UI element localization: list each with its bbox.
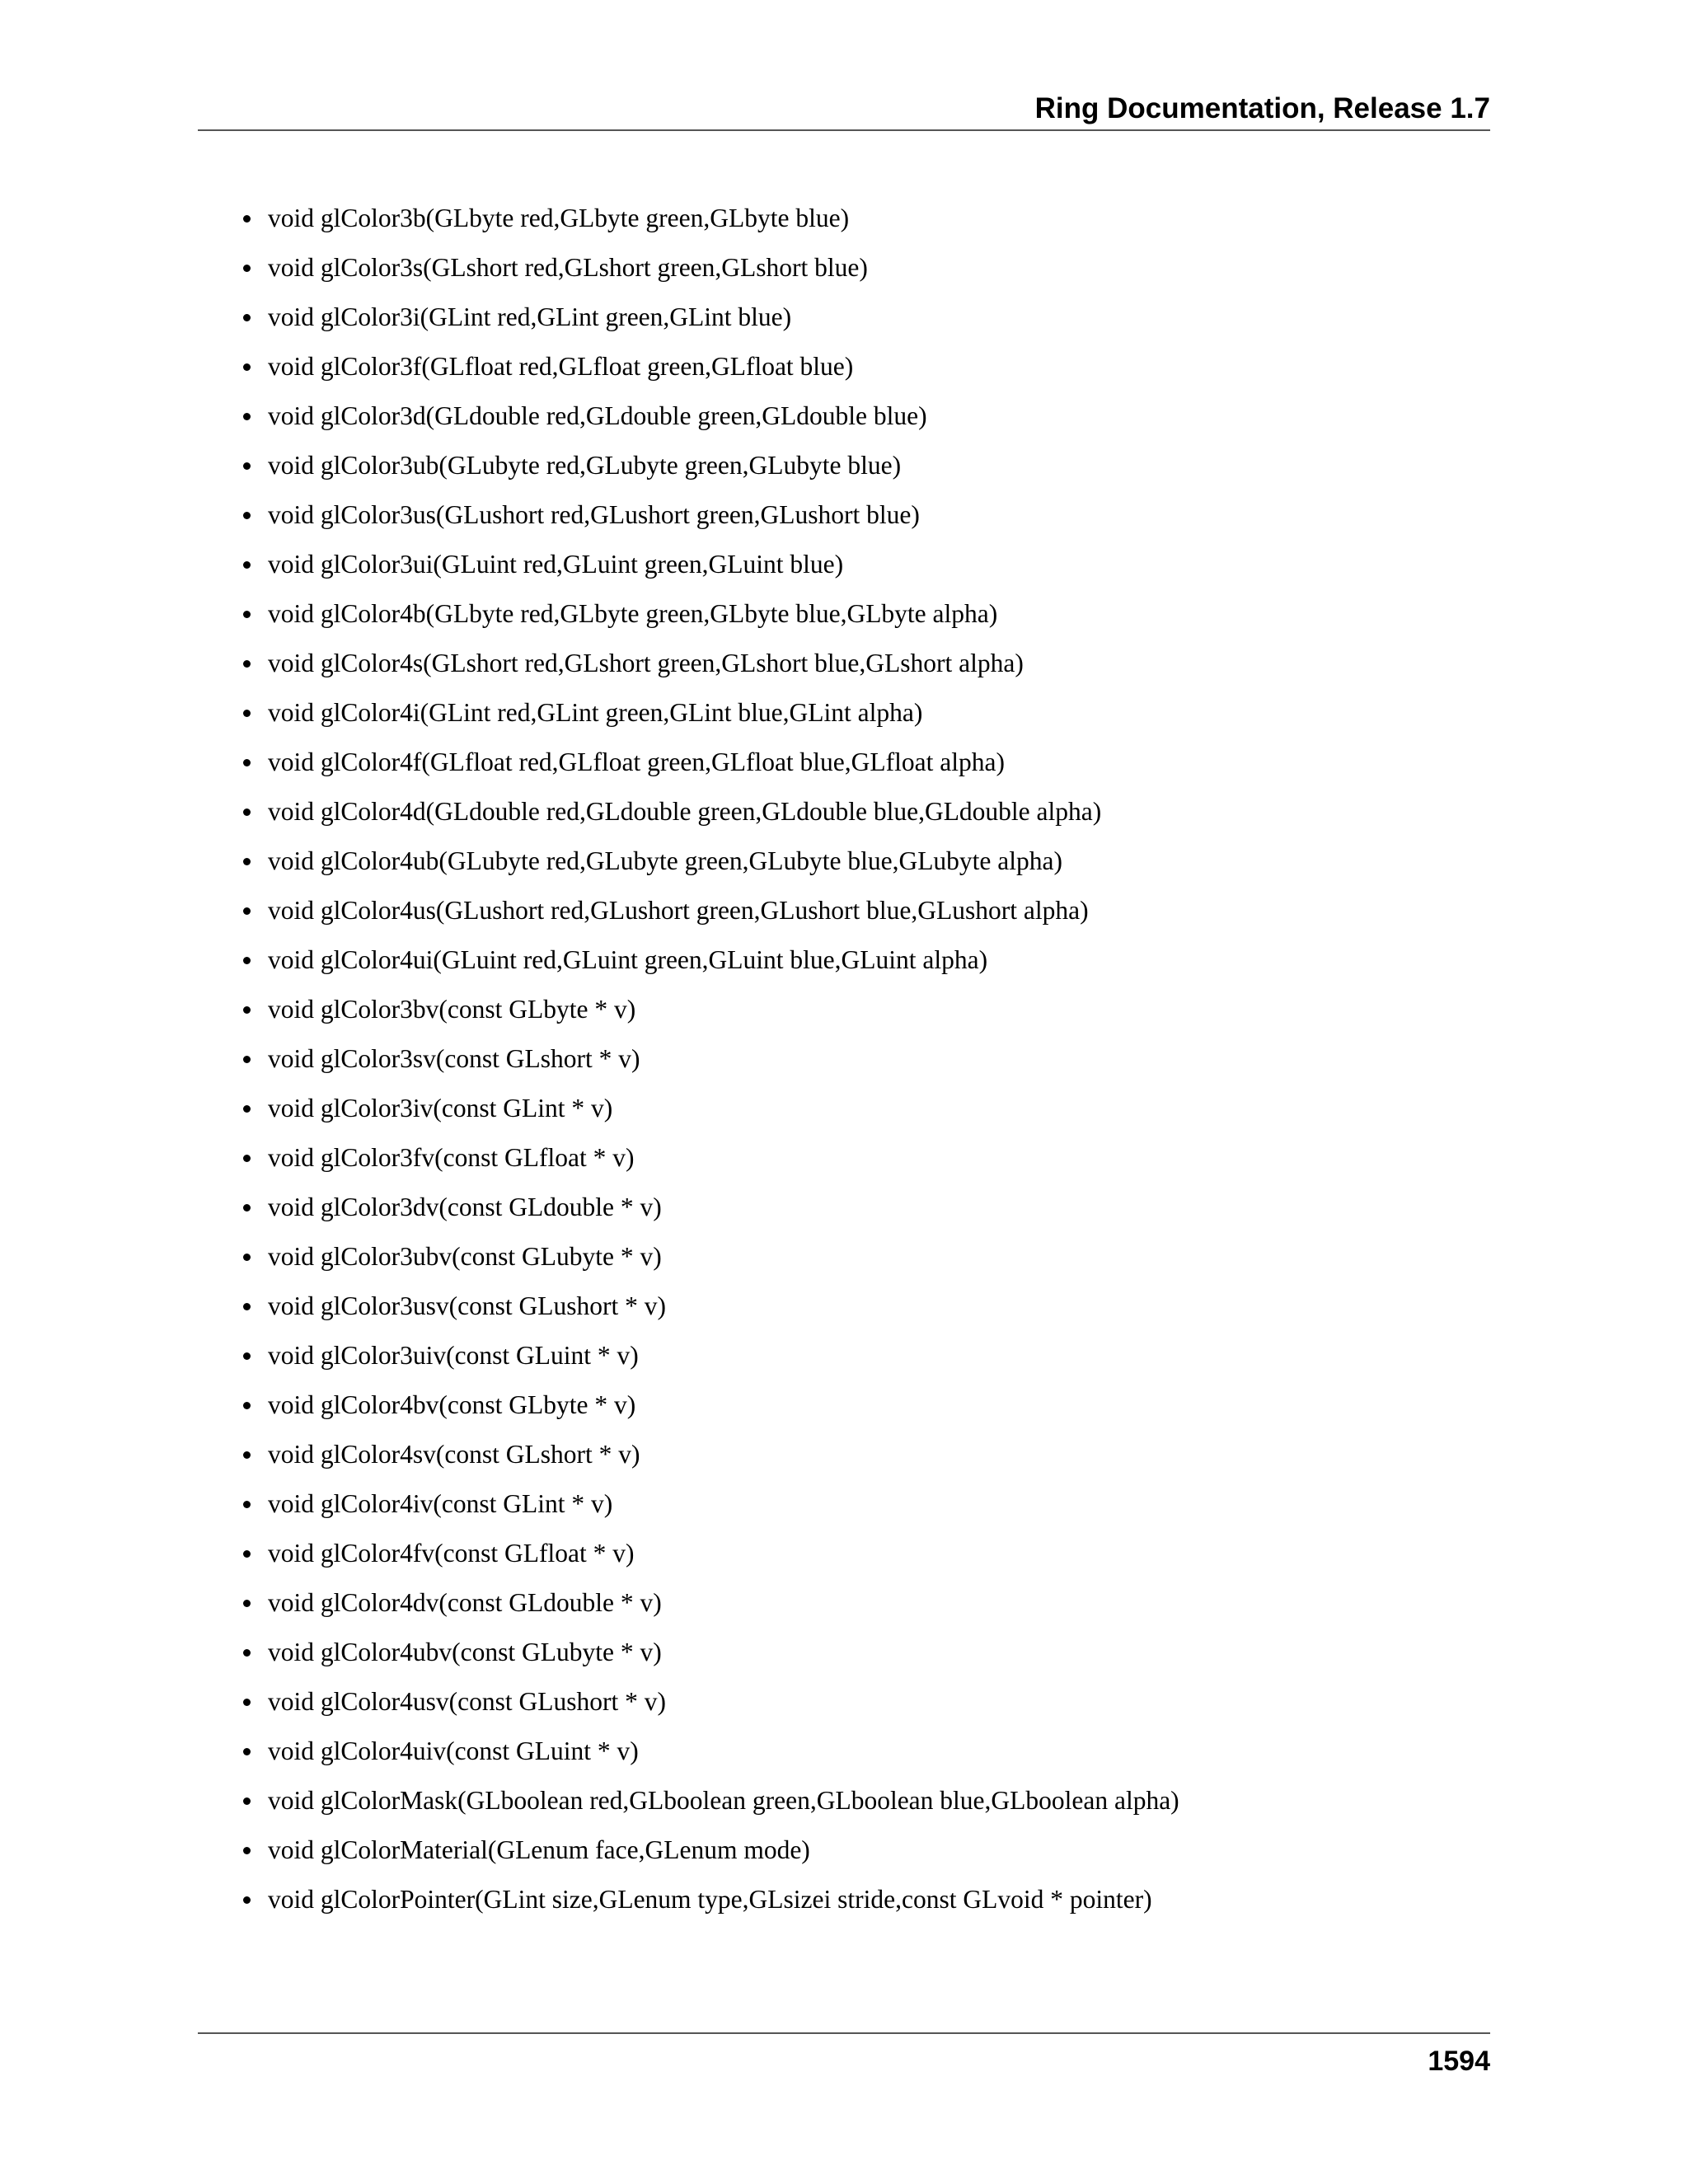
page-header-title: Ring Documentation, Release 1.7 (1034, 92, 1490, 124)
function-signature: void glColor3uiv(const GLuint * v) (268, 1341, 639, 1370)
bullet-icon (243, 907, 251, 915)
list-item (243, 1732, 1179, 1782)
function-signature: void glColor4b(GLbyte red,GLbyte green,GLbyte blue,GLbyte alpha) (268, 599, 998, 628)
list-item (243, 595, 1179, 644)
bullet-icon (243, 660, 251, 668)
function-signature: void glColor4ui(GLuint red,GLuint green,GLuint blue,GLuint alpha) (268, 945, 988, 974)
list-item (243, 743, 1179, 793)
function-signature: void glColor3d(GLdouble red,GLdouble green,GLdouble blue) (268, 401, 927, 430)
function-signature: void glColor4iv(const GLint * v) (268, 1489, 613, 1518)
bullet-icon (243, 215, 251, 223)
function-signature: void glColor3iv(const GLint * v) (268, 1094, 613, 1122)
header-divider (198, 129, 1490, 131)
function-signature: void glColor3dv(const GLdouble * v) (268, 1193, 662, 1221)
function-signature: void glColor3b(GLbyte red,GLbyte green,GLbyte blue) (268, 204, 850, 232)
list-item (243, 1683, 1179, 1732)
list-item (243, 546, 1179, 595)
footer-divider (198, 2032, 1490, 2034)
list-item (243, 1436, 1179, 1485)
function-signature: void glColorMaterial(GLenum face,GLenum mode) (268, 1835, 810, 1864)
function-signature: void glColor4bv(const GLbyte * v) (268, 1390, 636, 1419)
function-signature: void glColor3i(GLint red,GLint green,GLint blue) (268, 302, 792, 331)
bullet-icon (243, 808, 251, 816)
function-signature: void glColorMask(GLboolean red,GLboolean green,GLboolean blue,GLboolean alpha) (268, 1786, 1179, 1815)
function-list (243, 199, 1179, 1930)
list-item (243, 1881, 1179, 1930)
bullet-icon (243, 561, 251, 569)
list-item (243, 1139, 1179, 1188)
list-item (243, 793, 1179, 842)
bullet-icon (243, 1204, 251, 1212)
list-item (243, 644, 1179, 694)
bullet-icon (243, 1501, 251, 1508)
function-signature: void glColorPointer(GLint size,GLenum type,GLsizei stride,const GLvoid * pointer) (268, 1885, 1152, 1914)
function-signature: void glColor4ub(GLubyte red,GLubyte green,GLubyte blue,GLubyte alpha) (268, 846, 1062, 875)
list-item (243, 694, 1179, 743)
function-signature: void glColor3sv(const GLshort * v) (268, 1044, 640, 1073)
function-signature: void glColor4uiv(const GLuint * v) (268, 1736, 639, 1765)
bullet-icon (243, 1105, 251, 1113)
list-item (243, 1188, 1179, 1238)
bullet-icon (243, 314, 251, 321)
function-signature: void glColor4d(GLdouble red,GLdouble green,GLdouble blue,GLdouble alpha) (268, 797, 1102, 826)
list-item (243, 941, 1179, 991)
function-signature: void glColor4sv(const GLshort * v) (268, 1440, 640, 1469)
list-item (243, 1584, 1179, 1633)
list-item (243, 397, 1179, 447)
list-item (243, 1485, 1179, 1535)
bullet-icon (243, 1896, 251, 1904)
function-signature: void glColor4us(GLushort red,GLushort green,GLushort blue,GLushort alpha) (268, 896, 1089, 925)
function-signature: void glColor3ubv(const GLubyte * v) (268, 1242, 662, 1271)
function-signature: void glColor4dv(const GLdouble * v) (268, 1588, 662, 1617)
bullet-icon (243, 1699, 251, 1706)
function-signature: void glColor3us(GLushort red,GLushort green,GLushort blue) (268, 500, 920, 529)
list-item (243, 842, 1179, 892)
bullet-icon (243, 1352, 251, 1360)
list-item (243, 496, 1179, 546)
bullet-icon (243, 413, 251, 420)
function-signature: void glColor4usv(const GLushort * v) (268, 1687, 666, 1716)
function-signature: void glColor4f(GLfloat red,GLfloat green,GLfloat blue,GLfloat alpha) (268, 748, 1005, 776)
function-signature: void glColor3fv(const GLfloat * v) (268, 1143, 635, 1172)
bullet-icon (243, 1451, 251, 1459)
bullet-icon (243, 1402, 251, 1409)
list-item (243, 348, 1179, 397)
bullet-icon (243, 1155, 251, 1162)
function-signature: void glColor4s(GLshort red,GLshort green,GLshort blue,GLshort alpha) (268, 649, 1024, 677)
list-item (243, 1287, 1179, 1337)
list-item (243, 1040, 1179, 1090)
bullet-icon (243, 957, 251, 964)
function-signature: void glColor3s(GLshort red,GLshort green,GLshort blue) (268, 253, 868, 282)
list-item (243, 199, 1179, 249)
bullet-icon (243, 710, 251, 717)
list-item (243, 249, 1179, 298)
list-item (243, 1090, 1179, 1139)
function-signature: void glColor3ub(GLubyte red,GLubyte green,GLubyte blue) (268, 451, 902, 480)
bullet-icon (243, 1303, 251, 1310)
list-item (243, 298, 1179, 348)
list-item (243, 1535, 1179, 1584)
bullet-icon (243, 462, 251, 470)
bullet-icon (243, 1748, 251, 1755)
list-item (243, 1831, 1179, 1881)
bullet-icon (243, 1797, 251, 1805)
function-signature: void glColor4ubv(const GLubyte * v) (268, 1638, 662, 1666)
page-number: 1594 (1428, 2046, 1490, 2077)
bullet-icon (243, 1056, 251, 1063)
bullet-icon (243, 611, 251, 618)
bullet-icon (243, 363, 251, 371)
function-signature: void glColor4fv(const GLfloat * v) (268, 1539, 635, 1568)
bullet-icon (243, 858, 251, 865)
list-item (243, 447, 1179, 496)
bullet-icon (243, 1649, 251, 1657)
list-item (243, 1386, 1179, 1436)
function-signature: void glColor3ui(GLuint red,GLuint green,GLuint blue) (268, 550, 844, 579)
bullet-icon (243, 1254, 251, 1261)
function-signature: void glColor3usv(const GLushort * v) (268, 1291, 666, 1320)
bullet-icon (243, 1847, 251, 1854)
list-item (243, 892, 1179, 941)
bullet-icon (243, 1006, 251, 1014)
list-item (243, 991, 1179, 1040)
bullet-icon (243, 512, 251, 519)
bullet-icon (243, 1550, 251, 1558)
list-item (243, 1633, 1179, 1683)
list-item (243, 1238, 1179, 1287)
function-signature: void glColor4i(GLint red,GLint green,GLint blue,GLint alpha) (268, 698, 923, 727)
function-signature: void glColor3bv(const GLbyte * v) (268, 995, 636, 1024)
list-item (243, 1782, 1179, 1831)
list-item (243, 1337, 1179, 1386)
bullet-icon (243, 265, 251, 272)
function-signature: void glColor3f(GLfloat red,GLfloat green,GLfloat blue) (268, 352, 854, 381)
bullet-icon (243, 759, 251, 766)
bullet-icon (243, 1600, 251, 1607)
